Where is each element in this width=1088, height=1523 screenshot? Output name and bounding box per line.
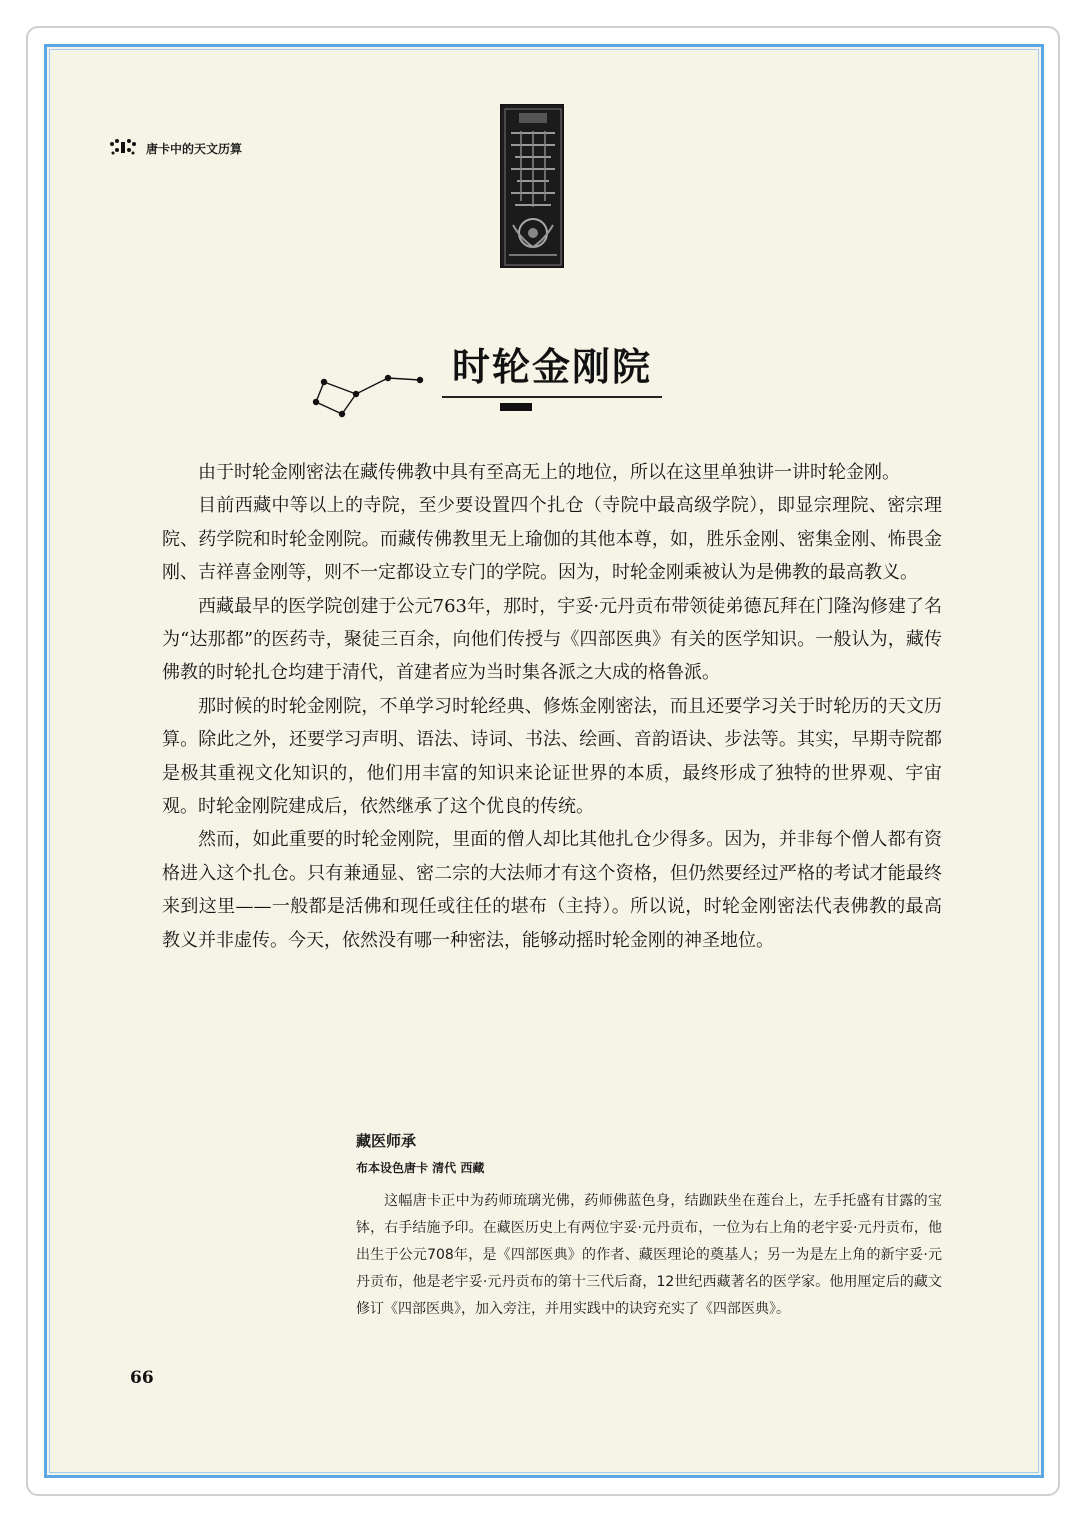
caption-text: 这幅唐卡正中为药师琉璃光佛，药师佛蓝色身，结跏趺坐在莲台上，左手托盛有甘露的宝钵，右手结施予印。在藏医历史上有两位宇妥·元丹贡布，一位为右上角的老宇妥·元丹贡布，他出生于公元708年，是《四部医典》的作者、藏医理论的奠基人；另一为是左上角的新宇妥·元丹贡布，他是老宇妥·元丹贡布的第十三代后裔，12世纪西藏著名的医学家。他用厘定后的藏文修订《四部医典》，加入旁注，并用实践中的诀窍充实了《四部医典》。 [356,1193,942,1317]
caption-title: 藏医师承 [356,1132,417,1150]
caption-meta: 布本设色唐卡 清代 西藏 [356,1161,485,1175]
paragraph: 西藏最早的医学院创建于公元763年，那时，宇妥·元丹贡布带领徒弟德瓦拜在门隆沟修建了名为“达那都”的医药寺，聚徒三百余，向他们传授与《四部医典》有关的医学知识。一般认为，藏传佛教的时轮扎仓均建于清代，首建者应为当时集各派之大成的格鲁派。 [162,595,942,684]
paragraph: 由于时轮金刚密法在藏传佛教中具有至高无上的地位，所以在这里单独讲一讲时轮金刚。 [198,462,900,483]
paragraph: 那时候的时轮金刚院，不单学习时轮经典、修炼金刚密法，而且还要学习关于时轮历的天文历算。除此之外，还要学习声明、语法、诗词、书法、绘画、音韵语诀、步法等。其实，早期寺院都是极其重视文化知识的，他们用丰富的知识来论证世界的本质，最终形成了独特的世界观、宇宙观。时轮金刚院建成后，依然继承了这个优良的传统。 [162,695,942,818]
paragraph: 然而，如此重要的时轮金刚院，里面的僧人却比其他扎仓少得多。因为，并非每个僧人都有资格进入这个扎仓。只有兼通显、密二宗的大法师才有这个资格，但仍然要经过严格的考试才能最终来到这里——一般都是活佛和现任或往任的堪布（主持）。所以说，时轮金刚密法代表佛教的最高教义并非虚传。今天，依然没有哪一种密法，能够动摇时轮金刚的神圣地位。 [162,829,942,951]
paragraph: 目前西藏中等以上的寺院，至少要设置四个扎仓（寺院中最高级学院），即显宗理院、密宗理院、药学院和时轮金刚院。而藏传佛教里无上瑜伽的其他本尊，如，胜乐金刚、密集金刚、怖畏金刚、吉祥喜金刚等，则不一定都设立专门的学院。因为，时轮金刚乘被认为是佛教的最高教义。 [162,495,942,584]
running-head-text: 唐卡中的天文历算 [146,141,243,156]
body-text [162,456,942,957]
constellation-icon [306,360,436,426]
title-underline-bar [500,403,532,411]
page-number: 66 [130,1368,154,1388]
ornament-icon [108,138,138,158]
section-title: 时轮金刚院 [451,344,652,389]
running-head [108,138,242,158]
seal-image [500,104,564,268]
title-underline [442,396,662,398]
image-caption [356,1130,942,1323]
